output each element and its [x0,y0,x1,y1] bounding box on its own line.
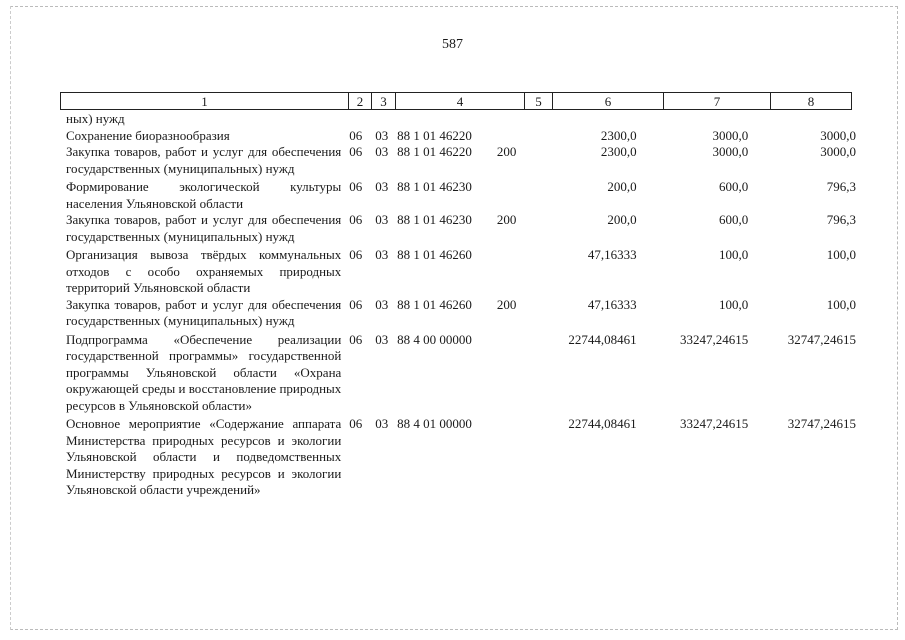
row-amount-3: 100,0 [826,247,856,262]
row-amount-3: 32747,24615 [787,331,856,347]
row-name: Формирование экологической культуры населения Ульяновской области [66,179,342,211]
row-expense-type [497,247,527,297]
scan-border [897,6,898,630]
table-row [66,332,856,415]
row-target-code: 88 1 01 46220 [397,127,472,143]
row-amount-1: 200,0 [607,179,637,194]
row-amount-2: 100,0 [719,247,749,262]
table-header [60,92,852,110]
row-amount-3: 100,0 [826,296,856,312]
page-number: 587 [442,37,463,52]
scan-border [10,6,11,630]
table-row [66,297,856,330]
row-name: Подпрограмма «Обеспечение реализации государственной программы» государственной программы Ульяновской области «Охрана окружающей среды и восстановление природных ресурсов в Ульяновской области» [66,331,342,413]
row-subsection: 03 [375,416,389,431]
column-header: 7 [664,93,771,109]
row-expense-type: 200 [496,212,517,227]
row-subsection: 03 [375,144,389,159]
column-header: 1 [61,93,349,109]
row-subsection: 03 [375,331,389,347]
row-name: Организация вывоза твёрдых коммунальных отходов с особо охраняемых природных территорий Ульяновской области [66,247,342,295]
row-target-code: 88 1 01 46230 [397,212,472,227]
row-target-code: 88 1 01 46260 [397,247,472,262]
row-amount-2: 33247,24615 [680,416,749,431]
table-row [66,179,856,212]
row-target-code: 88 1 01 46260 [397,296,472,312]
row-amount-1: 47,16333 [587,247,637,262]
row-name: Основное мероприятие «Содержание аппарата Министерства природных ресурсов и экологии Ульяновской области и подведомственных Министерству природных ресурсов и экологии Ульяновской области учреждений» [66,416,342,497]
row-subsection: 03 [375,179,389,194]
row-amount-3: 3000,0 [820,127,856,143]
row-name: Закупка товаров, работ и услуг для обеспечения государственных (муниципальных) нужд [66,144,342,176]
row-subsection: 03 [375,296,389,312]
row-name: Закупка товаров, работ и услуг для обеспечения государственных (муниципальных) нужд [66,212,342,244]
row-section: 06 [349,144,363,159]
row-name: Закупка товаров, работ и услуг для обеспечения государственных (муниципальных) нужд [66,296,342,328]
table-row [66,128,856,145]
row-expense-type [497,179,527,212]
table-row [66,111,856,128]
row-expense-type: 200 [496,144,517,159]
row-expense-type [497,332,527,415]
row-amount-3: 3000,0 [820,144,856,159]
row-amount-2: 600,0 [719,212,749,227]
row-amount-1: 22744,08461 [568,331,637,347]
table-row [66,247,856,297]
row-target-code: 88 4 01 00000 [397,416,472,431]
row-amount-3: 32747,24615 [787,416,856,431]
row-section: 06 [349,416,363,431]
row-name: ных) нужд [66,111,125,126]
row-section: 06 [349,331,363,347]
row-target-code: 88 1 01 46220 [397,144,472,159]
column-header: 3 [372,93,396,109]
column-header: 5 [525,93,553,109]
scan-border [10,6,898,7]
table-row [66,416,856,499]
column-header: 4 [396,93,525,109]
table-row [66,144,856,177]
row-expense-type [497,128,527,145]
column-header: 6 [553,93,664,109]
table-body [66,111,856,499]
row-amount-1: 2300,0 [600,127,637,143]
row-target-code: 88 1 01 46230 [397,179,472,194]
row-amount-3: 796,3 [826,212,856,227]
row-amount-2: 33247,24615 [680,331,749,347]
row-amount-2: 100,0 [719,296,749,312]
row-amount-2: 3000,0 [712,127,749,143]
row-amount-2: 600,0 [719,179,749,194]
column-header: 8 [807,94,815,109]
row-amount-1: 200,0 [607,212,637,227]
row-amount-2: 3000,0 [712,144,749,159]
row-section: 06 [349,127,363,143]
row-subsection: 03 [375,212,389,227]
row-target-code: 88 4 00 00000 [397,331,472,347]
row-subsection: 03 [375,247,389,262]
row-section: 06 [349,212,363,227]
column-header: 2 [349,93,372,109]
row-amount-1: 2300,0 [600,144,637,159]
row-amount-3: 796,3 [826,179,856,194]
row-section: 06 [349,247,363,262]
table-row [66,212,856,245]
row-subsection: 03 [375,127,389,143]
row-section: 06 [349,296,363,312]
row-section: 06 [349,179,363,194]
scan-border [10,629,898,630]
row-expense-type [497,416,527,499]
row-expense-type: 200 [496,296,517,312]
row-name: Сохранение биоразнообразия [66,127,230,143]
row-amount-1: 22744,08461 [568,416,637,431]
row-amount-1: 47,16333 [587,296,637,312]
